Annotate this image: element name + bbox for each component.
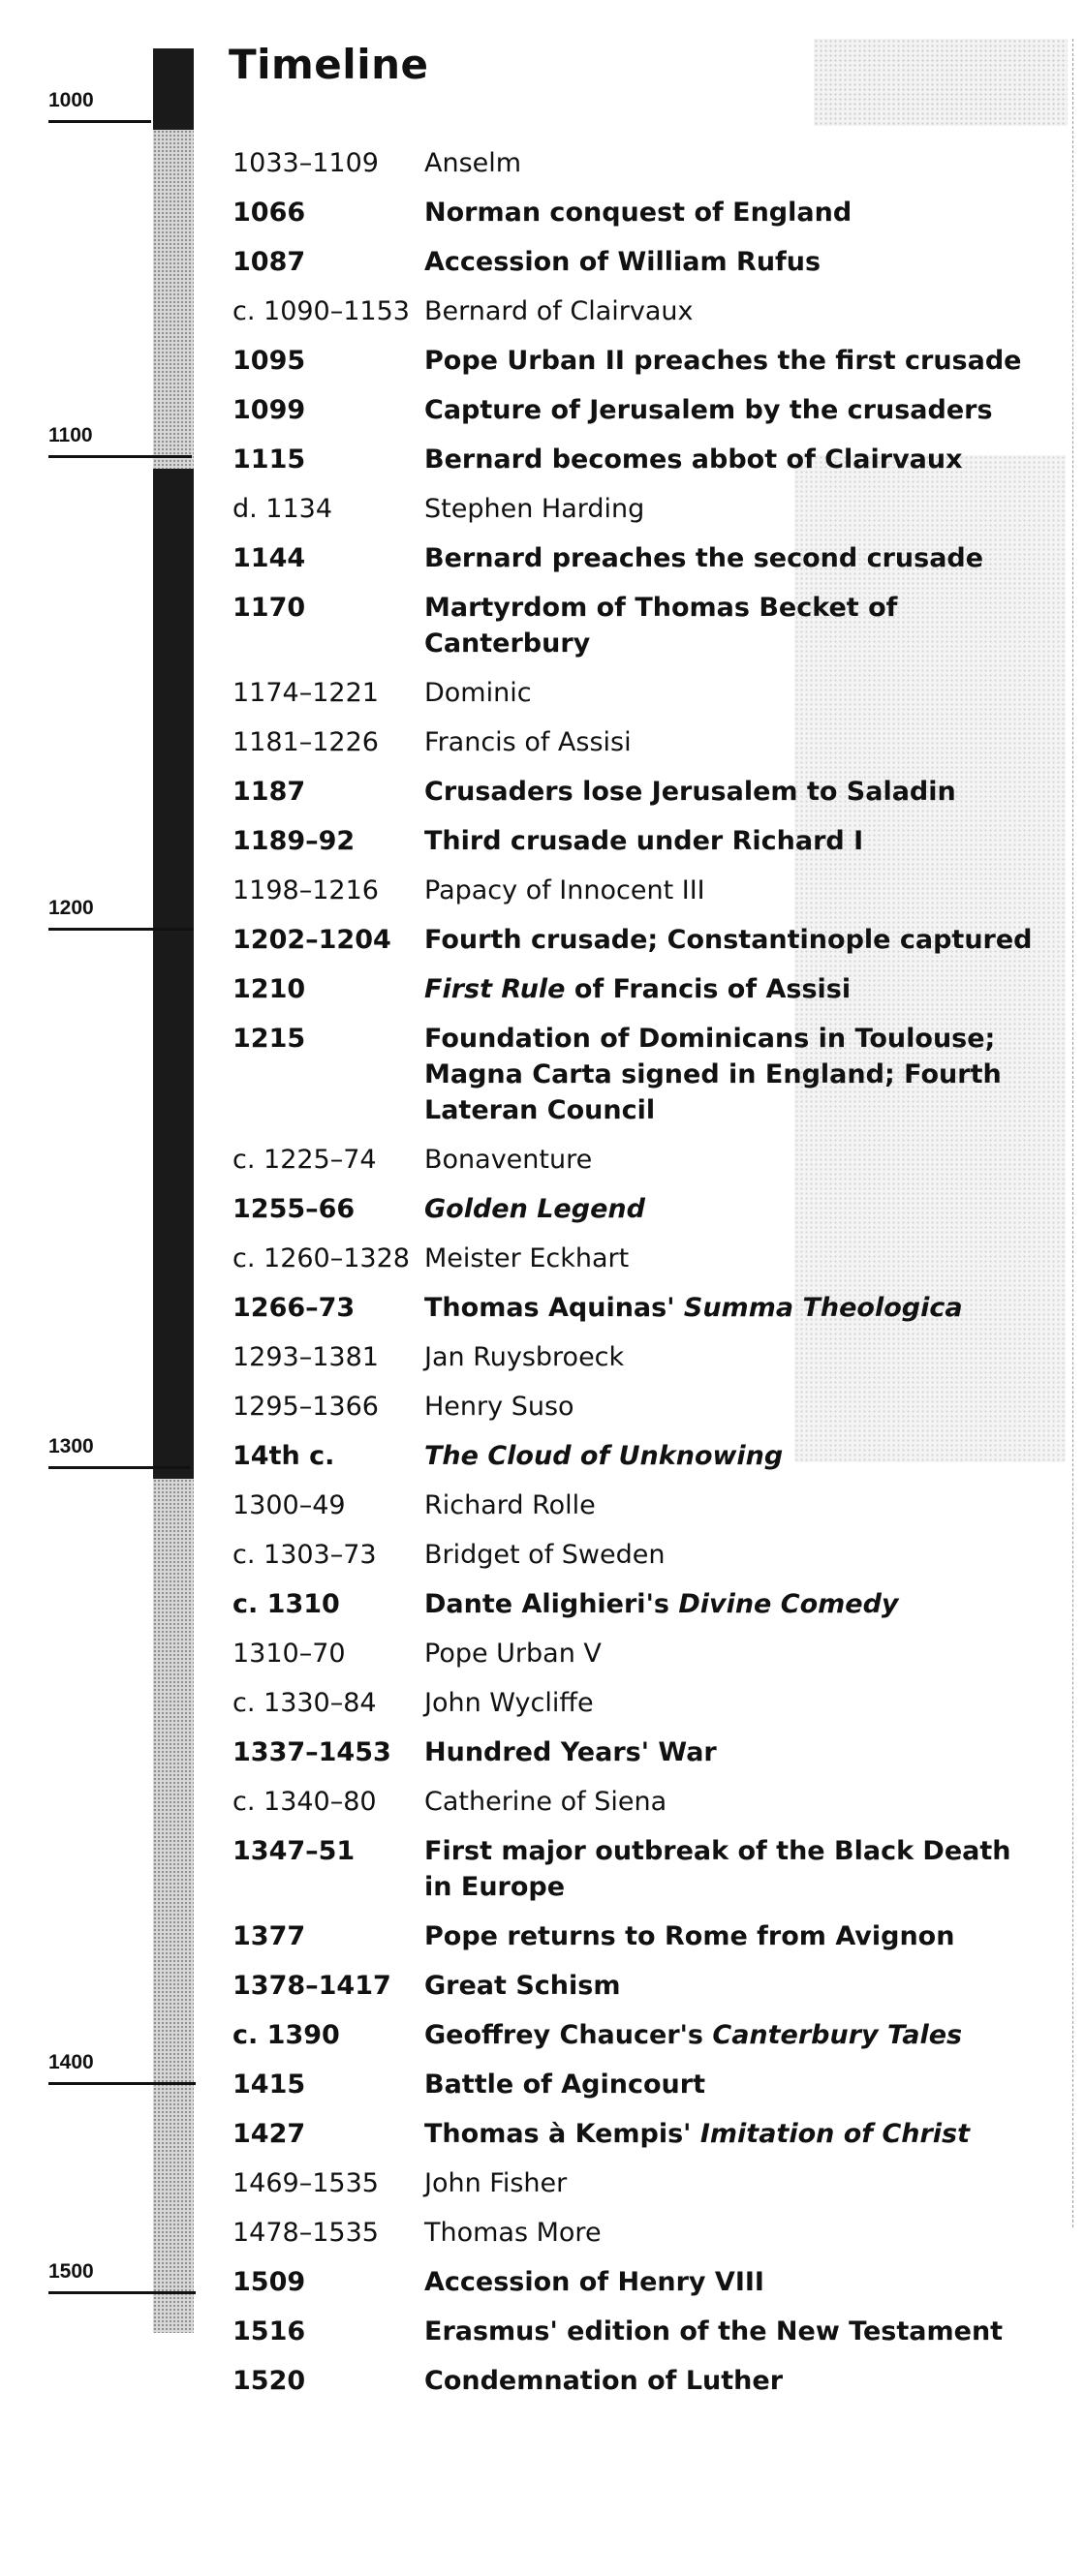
timeline-entry	[232, 540, 1037, 576]
entry-description	[424, 1784, 1037, 1820]
entry-description	[424, 1142, 1037, 1178]
timeline-entry	[232, 1784, 1037, 1820]
entry-date: 1215	[232, 1024, 306, 1054]
entry-date: 1174–1221	[232, 678, 379, 708]
entry-text: Bernard becomes abbot of Clairvaux	[424, 445, 963, 475]
entry-description	[424, 1021, 1037, 1128]
entry-text: Papacy of Innocent III	[424, 875, 705, 905]
entry-description	[424, 922, 1037, 958]
entry-description	[424, 1241, 1037, 1276]
entry-title-italic: Imitation of Christ	[699, 2119, 971, 2149]
timeline-entry	[232, 442, 1037, 477]
century-label: 1000	[48, 89, 94, 111]
entry-description	[424, 244, 1037, 280]
entry-description	[424, 774, 1037, 810]
entry-text: Erasmus' edition of the New Testament	[424, 2316, 1004, 2346]
entry-date: c. 1310	[232, 1589, 340, 1619]
entry-text: Thomas More	[424, 2218, 602, 2248]
entry-description	[424, 873, 1037, 908]
entry-text: Pope Urban V	[424, 1639, 602, 1669]
entry-description	[424, 2264, 1037, 2300]
entry-date: 1087	[232, 247, 306, 277]
timeline-entry	[232, 1968, 1037, 2004]
century-rule	[48, 2082, 196, 2085]
entry-date: 1520	[232, 2366, 306, 2396]
entry-date: 1337–1453	[232, 1737, 391, 1767]
entry-title-italic: First Rule	[424, 974, 566, 1004]
entry-text: John Wycliffe	[424, 1688, 594, 1718]
entry-description	[424, 1636, 1037, 1671]
entry-text: Third crusade under Richard I	[424, 826, 864, 856]
timeline-entry	[232, 293, 1037, 329]
entry-description	[424, 1918, 1037, 1954]
timeline-bar-segment	[153, 130, 194, 469]
timeline-entry	[232, 675, 1037, 711]
entry-date: 1469–1535	[232, 2168, 379, 2198]
entry-date: 1187	[232, 777, 306, 807]
timeline-entry	[232, 873, 1037, 908]
entry-date: 1300–49	[232, 1490, 346, 1520]
entry-description	[424, 442, 1037, 477]
entry-date: c. 1225–74	[232, 1145, 377, 1175]
entry-date: 1347–51	[232, 1836, 356, 1866]
entry-text: Capture of Jerusalem by the crusaders	[424, 395, 993, 425]
entry-date: 1266–73	[232, 1293, 356, 1323]
entry-text: Henry Suso	[424, 1392, 574, 1422]
entry-text: Pope Urban II preaches the first crusade	[424, 346, 1022, 376]
timeline-entry	[232, 1191, 1037, 1227]
entry-text: of Francis of Assisi	[565, 974, 852, 1004]
entry-description	[424, 1968, 1037, 2004]
entry-title-italic: Golden Legend	[424, 1194, 645, 1224]
entry-text: Richard Rolle	[424, 1490, 596, 1520]
timeline-entry	[232, 2215, 1037, 2251]
entry-date: c. 1390	[232, 2020, 340, 2050]
timeline-entry	[232, 343, 1037, 379]
entry-title-italic: Divine Comedy	[678, 1589, 899, 1619]
century-label: 1300	[48, 1435, 94, 1457]
entry-title-italic: The Cloud of Unknowing	[424, 1441, 784, 1471]
entry-date: c. 1340–80	[232, 1787, 377, 1817]
entry-date: 1378–1417	[232, 1971, 391, 2001]
entry-description	[424, 1586, 1037, 1622]
entry-text: Anselm	[424, 148, 522, 178]
timeline-entry	[232, 1021, 1037, 1128]
entry-text: Bernard of Clairvaux	[424, 296, 694, 326]
entry-date: 1189–92	[232, 826, 356, 856]
century-label: 1500	[48, 2260, 94, 2283]
entry-text: John Fisher	[424, 2168, 568, 2198]
entry-date: 1255–66	[232, 1194, 356, 1224]
entry-date: 1099	[232, 395, 306, 425]
century-rule	[48, 2291, 196, 2294]
entry-text: Dominic	[424, 678, 532, 708]
entry-description	[424, 392, 1037, 428]
timeline-entry	[232, 1537, 1037, 1573]
timeline-entry	[232, 1487, 1037, 1523]
timeline-entry	[232, 1389, 1037, 1425]
entry-text: Crusaders lose Jerusalem to Saladin	[424, 777, 956, 807]
timeline-entry	[232, 922, 1037, 958]
page-edge	[1072, 39, 1073, 2227]
entry-text: Great Schism	[424, 1971, 621, 2001]
entry-date: 14th c.	[232, 1441, 335, 1471]
timeline-entry	[232, 823, 1037, 859]
timeline-entry	[232, 1241, 1037, 1276]
entry-date: 1181–1226	[232, 727, 379, 757]
entry-date: d. 1134	[232, 494, 333, 524]
entry-text: Bernard preaches the second crusade	[424, 543, 984, 573]
timeline-entry	[232, 590, 1037, 661]
century-rule	[48, 1466, 190, 1469]
entry-text: Battle of Agincourt	[424, 2070, 705, 2100]
timeline-list	[232, 145, 1037, 2412]
entry-date: 1144	[232, 543, 306, 573]
entry-description	[424, 1191, 1037, 1227]
entry-date: 1033–1109	[232, 148, 379, 178]
century-label: 1400	[48, 2051, 94, 2073]
century-label: 1200	[48, 897, 94, 919]
timeline-entry	[232, 774, 1037, 810]
entry-description	[424, 1833, 1037, 1905]
entry-description	[424, 145, 1037, 181]
entry-description	[424, 1438, 1037, 1474]
entry-text: First major outbreak of the Black Death in Europe	[424, 1836, 1011, 1902]
century-rule	[48, 455, 192, 458]
entry-date: c. 1330–84	[232, 1688, 377, 1718]
entry-description	[424, 1290, 1037, 1326]
entry-description	[424, 2067, 1037, 2102]
entry-description	[424, 491, 1037, 527]
timeline-entry	[232, 1833, 1037, 1905]
entry-date: 1198–1216	[232, 875, 379, 905]
century-rule	[48, 120, 151, 123]
century-label: 1100	[48, 424, 93, 446]
timeline-entry	[232, 971, 1037, 1007]
entry-date: c. 1303–73	[232, 1540, 377, 1570]
entry-date: 1478–1535	[232, 2218, 379, 2248]
entry-date: 1170	[232, 593, 306, 623]
timeline-bar-segment	[153, 48, 194, 130]
entry-description	[424, 971, 1037, 1007]
entry-date: c. 1090–1153	[232, 296, 410, 326]
entry-title-italic: Summa Theologica	[683, 1293, 963, 1323]
timeline-entry	[232, 2017, 1037, 2053]
entry-text: Accession of William Rufus	[424, 247, 822, 277]
entry-date: 1509	[232, 2267, 306, 2297]
timeline-bar-segment	[153, 1479, 194, 2333]
entry-text: Fourth crusade; Constantinople captured	[424, 925, 1033, 955]
entry-description	[424, 195, 1037, 230]
entry-text: Jan Ruysbroeck	[424, 1342, 625, 1372]
entry-description	[424, 675, 1037, 711]
timeline-entry	[232, 244, 1037, 280]
entry-description	[424, 823, 1037, 859]
entry-date: 1202–1204	[232, 925, 391, 955]
entry-description	[424, 1389, 1037, 1425]
entry-text: Hundred Years' War	[424, 1737, 717, 1767]
entry-description	[424, 1734, 1037, 1770]
century-rule	[48, 928, 194, 931]
timeline-entry	[232, 2264, 1037, 2300]
entry-date: 1310–70	[232, 1639, 346, 1669]
entry-date: 1427	[232, 2119, 306, 2149]
entry-text: Thomas Aquinas'	[424, 1293, 684, 1323]
entry-text: Bonaventure	[424, 1145, 593, 1175]
timeline-entry	[232, 2165, 1037, 2201]
entry-title-italic: Canterbury Tales	[712, 2020, 963, 2050]
entry-text: Foundation of Dominicans in Toulouse; Magna Carta signed in England; Fourth Lateran Council	[424, 1024, 1002, 1125]
entry-text: Francis of Assisi	[424, 727, 632, 757]
entry-description	[424, 540, 1037, 576]
entry-description	[424, 1685, 1037, 1721]
entry-description	[424, 1537, 1037, 1573]
entry-description	[424, 2363, 1037, 2399]
entry-description	[424, 2215, 1037, 2251]
entry-description	[424, 1487, 1037, 1523]
entry-text: Stephen Harding	[424, 494, 645, 524]
entry-date: 1295–1366	[232, 1392, 379, 1422]
entry-description	[424, 2165, 1037, 2201]
timeline-entry	[232, 392, 1037, 428]
timeline-entry	[232, 2067, 1037, 2102]
timeline-entry	[232, 2363, 1037, 2399]
entry-text: Condemnation of Luther	[424, 2366, 784, 2396]
timeline-entry	[232, 1636, 1037, 1671]
entry-date: 1115	[232, 445, 306, 475]
timeline-entry	[232, 1438, 1037, 1474]
entry-text: Accession of Henry VIII	[424, 2267, 764, 2297]
entry-date: 1377	[232, 1921, 306, 1951]
entry-description	[424, 724, 1037, 760]
entry-text: Norman conquest of England	[424, 198, 852, 228]
entry-date: c. 1260–1328	[232, 1243, 410, 1273]
header-shading	[814, 39, 1068, 126]
entry-description	[424, 2314, 1037, 2349]
entry-text: Dante Alighieri's	[424, 1589, 679, 1619]
entry-text: Martyrdom of Thomas Becket of Canterbury	[424, 593, 898, 659]
timeline-entry	[232, 195, 1037, 230]
entry-date: 1066	[232, 198, 306, 228]
timeline-entry	[232, 1685, 1037, 1721]
entry-text: Bridget of Sweden	[424, 1540, 666, 1570]
entry-date: 1516	[232, 2316, 306, 2346]
entry-date: 1415	[232, 2070, 306, 2100]
timeline-entry	[232, 1734, 1037, 1770]
entry-description	[424, 2116, 1037, 2152]
timeline-bar-segment	[153, 469, 194, 1479]
entry-description	[424, 1339, 1037, 1375]
timeline-entry	[232, 145, 1037, 181]
entry-description	[424, 343, 1037, 379]
entry-description	[424, 2017, 1037, 2053]
entry-date: 1210	[232, 974, 306, 1004]
timeline-entry	[232, 2314, 1037, 2349]
timeline-entry	[232, 1290, 1037, 1326]
page-title: Timeline	[229, 41, 429, 88]
timeline-entry	[232, 1586, 1037, 1622]
entry-description	[424, 590, 1037, 661]
entry-date: 1095	[232, 346, 306, 376]
timeline-entry	[232, 1339, 1037, 1375]
timeline-entry	[232, 2116, 1037, 2152]
timeline-entry	[232, 1918, 1037, 1954]
entry-text: Pope returns to Rome from Avignon	[424, 1921, 955, 1951]
entry-description	[424, 293, 1037, 329]
timeline-entry	[232, 724, 1037, 760]
entry-text: Catherine of Siena	[424, 1787, 667, 1817]
timeline-entry	[232, 1142, 1037, 1178]
entry-text: Geoffrey Chaucer's	[424, 2020, 713, 2050]
entry-text: Meister Eckhart	[424, 1243, 630, 1273]
entry-date: 1293–1381	[232, 1342, 379, 1372]
timeline-entry	[232, 491, 1037, 527]
entry-text: Thomas à Kempis'	[424, 2119, 700, 2149]
